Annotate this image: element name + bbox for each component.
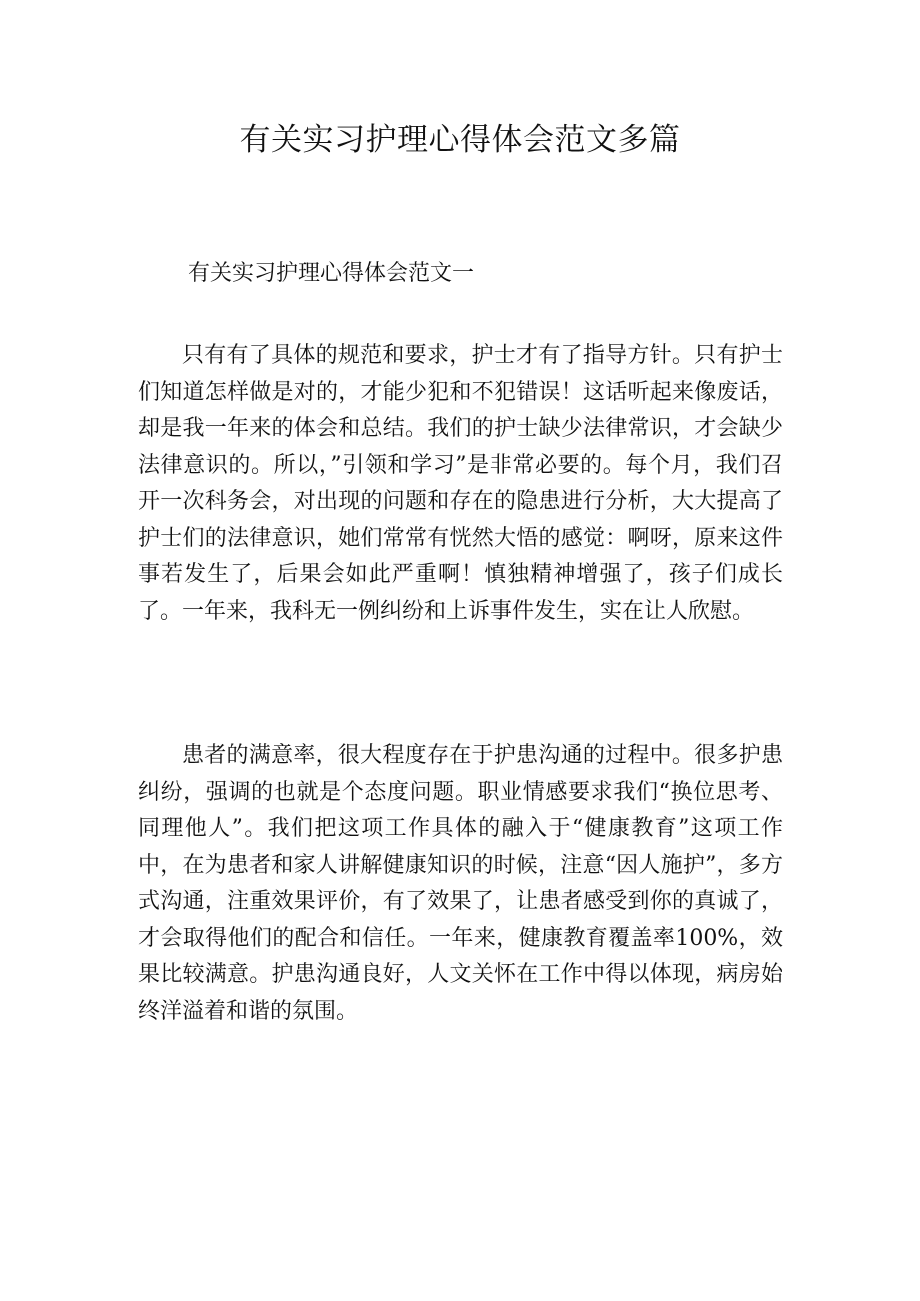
section-heading: 有关实习护理心得体会范文一 bbox=[188, 261, 475, 286]
body-paragraph-1: 只有有了具体的规范和要求，护士才有了指导方针。只有护士们知道怎样做是对的，才能少犯和不犯错误！这话听起来像废话，却是我一年来的体会和总结。我们的护士缺少法律常识，才会缺少法律意识的。所以，”引领和学习”是非常必要的。每个月，我们召开一次科务会，对出现的问题和存在的隐患进行分析，大大提高了护士们的法律意识，她们常常有恍然大悟的感觉：啊呀，原来这件事若发生了，后果会如此严重啊！慎独精神增强了，孩子们成长了。一年来，我科无一例纠纷和上诉事件发生，实在让人欣慰。 bbox=[138, 343, 783, 624]
document-title: 有关实习护理心得体会范文多篇 bbox=[239, 122, 681, 158]
body-paragraph-2: 患者的满意率，很大程度存在于护患沟通的过程中。很多护患纠纷，强调的也就是个态度问题。职业情感要求我们“换位思考、同理他人”。我们把这项工作具体的融入于“健康教育”这项工作中，在为患者和家人讲解健康知识的时候，注意“因人施护”，多方式沟通，注重效果评价，有了效果了，让患者感受到你的真诚了，才会取得他们的配合和信任。一年来，健康教育覆盖率100%，效果比较满意。护患沟通良好，人文关怀在工作中得以体现，病房始终洋溢着和谐的氛围。 bbox=[138, 743, 783, 1024]
